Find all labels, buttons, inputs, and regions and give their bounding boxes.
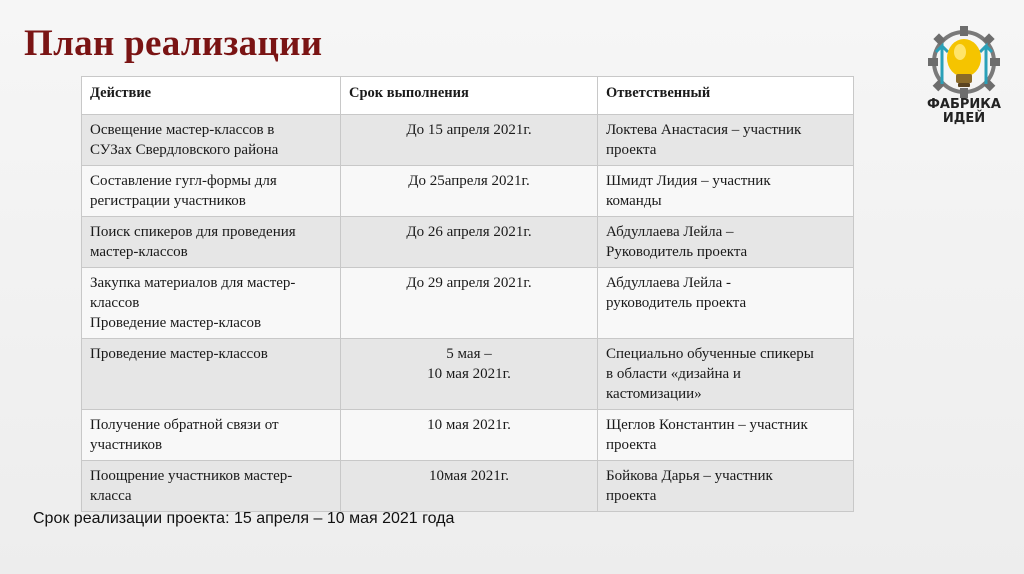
table-row [82, 166, 854, 217]
cell-deadline [341, 115, 598, 166]
plan-table [81, 76, 854, 512]
cell-action-line: Поощрение участников мастер- [90, 468, 293, 484]
cell-deadline-line: 10 мая 2021г. [427, 366, 511, 382]
logo-text: ФАБРИКА ИДЕЙ [927, 97, 1001, 126]
cell-deadline-line: 10 мая 2021г. [427, 417, 511, 433]
table-row [82, 410, 854, 461]
project-duration-note: Срок реализации проекта: 15 апреля – 10 мая 2021 года [33, 510, 455, 527]
cell-deadline [341, 217, 598, 268]
cell-deadline-line: До 29 апреля 2021г. [406, 275, 532, 291]
cell-deadline [341, 339, 598, 410]
page-title: План реализации [24, 23, 323, 64]
cell-action-line: СУЗах Свердловского района [90, 142, 279, 158]
cell-action [82, 339, 341, 410]
cell-owner [598, 115, 854, 166]
cell-deadline [341, 410, 598, 461]
cell-action-line: Составление гугл-формы для [90, 173, 277, 189]
cell-action-line: Проведение мастер-класов [90, 315, 262, 331]
cell-owner [598, 410, 854, 461]
header-action: Действие [82, 77, 341, 115]
cell-owner-line: проекта [606, 488, 657, 504]
cell-action-line: Поиск спикеров для проведения [90, 224, 296, 240]
header-deadline: Срок выполнения [341, 77, 598, 115]
cell-action [82, 268, 341, 339]
cell-deadline [341, 166, 598, 217]
cell-owner-line: Руководитель проекта [606, 244, 748, 260]
cell-owner [598, 268, 854, 339]
cell-action-line: мастер-классов [90, 244, 188, 260]
cell-action [82, 166, 341, 217]
cell-deadline-line: 5 мая – [446, 346, 492, 362]
cell-owner-line: кастомизации» [606, 386, 702, 402]
cell-deadline-line: До 15 апреля 2021г. [406, 122, 532, 138]
cell-deadline-line: До 26 апреля 2021г. [406, 224, 532, 240]
header-owner: Ответственный [598, 77, 854, 115]
cell-owner-line: команды [606, 193, 662, 209]
cell-owner-line: руководитель проекта [606, 295, 747, 311]
cell-owner-line: Щеглов Константин – участник [606, 417, 808, 433]
table-header-row [82, 77, 854, 115]
cell-action [82, 115, 341, 166]
cell-owner-line: Бойкова Дарья – участник [606, 468, 773, 484]
cell-action-line: Получение обратной связи от [90, 417, 279, 433]
cell-action-line: Освещение мастер-классов в [90, 122, 275, 138]
cell-action [82, 461, 341, 512]
cell-deadline [341, 461, 598, 512]
table-row [82, 339, 854, 410]
cell-action [82, 410, 341, 461]
cell-action-line: регистрации участников [90, 193, 246, 209]
table-row [82, 115, 854, 166]
cell-owner-line: Локтева Анастасия – участник [606, 122, 802, 138]
cell-owner [598, 339, 854, 410]
cell-action-line: Проведение мастер-классов [90, 346, 268, 362]
cell-owner [598, 217, 854, 268]
cell-owner [598, 166, 854, 217]
cell-action-line: участников [90, 437, 163, 453]
cell-owner [598, 461, 854, 512]
cell-deadline-line: До 25апреля 2021г. [408, 173, 530, 189]
cell-deadline [341, 268, 598, 339]
table-row [82, 461, 854, 512]
table-row [82, 217, 854, 268]
cell-owner-line: Шмидт Лидия – участник [606, 173, 771, 189]
cell-owner-line: в области «дизайна и [606, 366, 741, 382]
cell-owner-line: Абдуллаева Лейла - [606, 275, 732, 291]
cell-action [82, 217, 341, 268]
cell-deadline-line: 10мая 2021г. [429, 468, 509, 484]
cell-owner-line: проекта [606, 142, 657, 158]
table-row [82, 268, 854, 339]
cell-action-line: классов [90, 295, 140, 311]
cell-owner-line: проекта [606, 437, 657, 453]
cell-owner-line: Специально обученные спикеры [606, 346, 814, 362]
cell-action-line: класса [90, 488, 132, 504]
cell-owner-line: Абдуллаева Лейла – [606, 224, 734, 240]
cell-action-line: Закупка материалов для мастер- [90, 275, 296, 291]
